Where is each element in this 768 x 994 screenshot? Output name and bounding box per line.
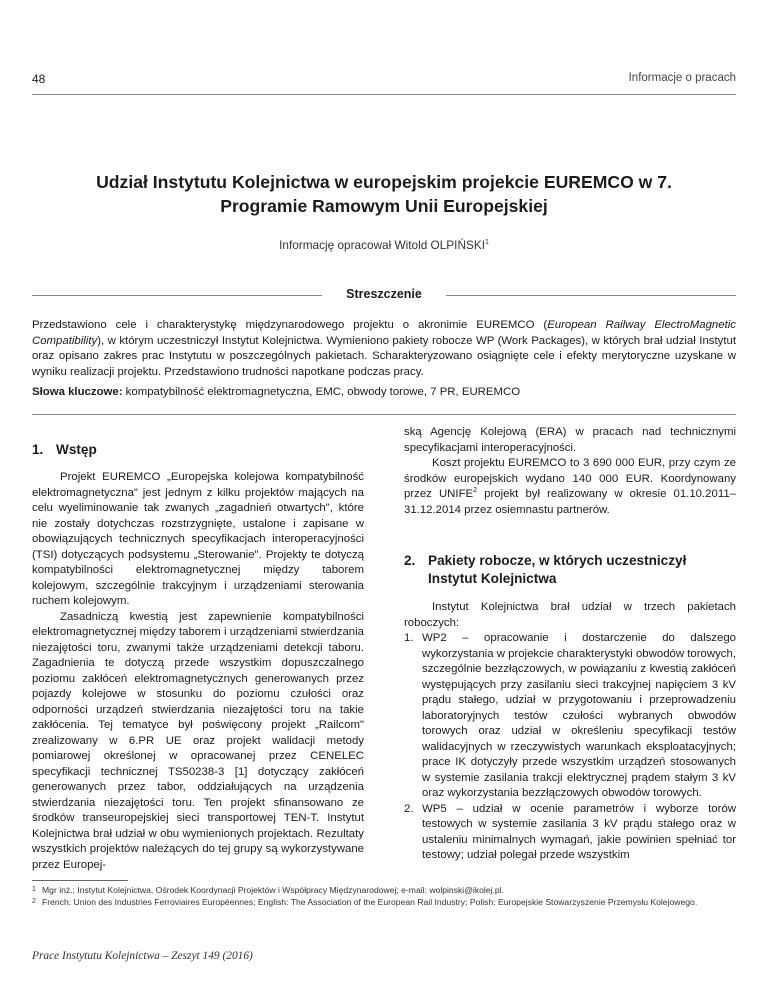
list-item-number: 2. [404,802,414,815]
section-1-paragraph-3 [404,456,736,518]
section-1-paragraph-1: Projekt EUREMCO „Europejska kolejowa kompatybilność elektromagnetyczna" jest jednym z kilku projektów mających na celu wyeliminowanie tak zwanych „zagadnień otwartych", które nie zostały dotychczas rozstrzygnięte, ustalone i zapisane w obowiązujących technicznych specyfikacjach interoperacyjności (TSI) dotyczących podsystemu „Sterowanie". Projekty te dotyczą kompatybilności elektromagnetycznej między taborem kolejowym, szczególnie trakcyjnym i urządzeniami sterowania ruchem kolejowym. [32,471,364,607]
right-column [404,425,736,864]
list-item-text: WP2 – opracowanie i dostarczenie do dalszego wykorzystania w projekcie charakterystyki obwodów torowych, szczególnie bezzłączowych, w powiązaniu z kwestią zakłóceń występujących przy zasilaniu sieci trakcyjnej napięciem 3 kV prądu stałego, udział w przygotowaniu i przeprowadzeniu laboratoryjnych testów czułości wybranych obwodów torowych oraz udział w określeniu specyfikacji testów walidacyjnych w rzeczywistych warunkach eksploatacyjnych; prace IK dotyczyły przede wszystkim urządzeń stosowanych w systemie zasilania trakcji elektrycznej prądem stałym 3 kV oraz wykorzystania bezzłączowych obwodów torowych. [422,632,736,799]
author-footnote-mark: 1 [484,239,489,247]
footnote-number: 2 [32,898,36,905]
section-2-number: 2. [404,553,416,568]
list-item-text: WP5 – udział w ocenie parametrów i wyborze torów testowych w systemie zasilania 3 kV prądu stałego oraz w ustaleniu minimalnych wymagań, jakie powinien spełniać tor testowy; udział polegał przede wszystkim [422,802,736,861]
left-column [32,425,364,873]
page-number: 48 [32,72,46,86]
list-item [404,802,736,864]
abstract-text [32,318,736,380]
footnotes [32,884,736,908]
keywords-text: kompatybilność elektromagnetyczna, EMC, obwody torowe, 7 PR, EUREMCO [122,386,521,398]
abstract-rule-right [446,295,736,296]
author-line [0,238,768,252]
footnote-rule [32,880,128,881]
footnote-text: Mgr inż.; Instytut Kolejnictwa, Ośrodek Koordynacji Projektów i Współpracy Międzynarodowej; e-mail: wolpinski@ikolej.pl. [42,885,504,895]
section-1-number: 1. [32,442,44,457]
footnote [32,896,736,908]
section-1-heading [32,441,364,459]
para3-part-a: Koszt projektu EUREMCO to 3 690 000 EUR, przy czym ze środków europejskich wydano 140 000 EUR. Koordynowany przez UNIFE [404,457,736,500]
list-item-number: 1. [404,632,414,644]
section-1-paragraph-2-continued: ską Agencję Kolejową (ERA) w pracach nad technicznymi specyfikacjami interoperacyjności. [404,426,736,454]
footnote [32,884,736,896]
section-1-title: Wstęp [56,442,97,457]
keywords-rule [32,414,736,415]
abstract-part-1: Przedstawiono cele i charakterystykę międzynarodowego projektu o akronimie EUREMCO ( [32,319,548,331]
keywords [32,385,736,400]
header-rule [32,94,736,95]
abstract-part-2: ), w którym uczestniczył Instytut Kolejnictwa. Wymieniono pakiety robocze WP (Work Packages), w których brał udział Instytut oraz opisano zakres prac Instytutu w poszczególnych pakietach. Scharakteryzowano osiągnięte cele i efekty merytoryczne uzyskane w wyniku realizacji projektu. Przedstawiono trudności napotkane podczas pracy. [32,334,736,378]
abstract-italic: European Railway ElectroMagnetic Compatibility [32,319,736,347]
running-header: Informacje o pracach [628,72,736,84]
section-2-heading [404,552,736,588]
journal-footer: Prace Instytutu Kolejnictwa – Zeszyt 149 (2016) [32,950,253,962]
para3-footnote-mark: 2 [473,487,478,495]
keywords-label: Słowa kluczowe: [32,386,123,398]
footnote-number: 1 [32,886,36,893]
list-item [404,631,736,802]
para3-part-b: projekt był realizowany w okresie 01.10.2011–31.12.2014 przez osiemnastu partnerów. [404,488,736,516]
footnote-text: French: Union des Industries Ferroviaires Européennes; English: The Association of the European Rail Industry; Polish: Europejskie Stowarzyszenie Przemysłu Kolejowego. [42,897,698,907]
section-1-paragraph-2: Zasadniczą kwestią jest zapewnienie kompatybilności elektromagnetycznej między taborem i urządzeniami stwierdzania niezajętości toru, zwanymi także urządzeniami detekcji taboru. Zagadnienia te dotyczą przede wszystkim dopuszczalnego poziomu zakłóceń elektromagnetycznych generowanych przez pojazdy kolejowe w stosunku do poziomu czułości oraz odporności urządzeń stwierdzania niezajętości toru na takie zakłócenia. Tej tematyce był poświęcony projekt „Railcom" zrealizowany w 6.PR UE oraz projekt walidacji metody pomiarowej określonej w opracowanej przez CENELEC specyfikacji technicznej TS50238-3 [1] dotyczący zakłóceń generowanych przez tabor, oddziałujących na urządzenia stwierdzania niezajętości toru. Ten projekt sfinansowano ze środków transeuropejskiej sieci transportowej TEN-T. Instytut Kolejnictwa brał udział w obu wymienionych projektach. Rezultaty wszystkich projektów należących do tej grupy są wykorzystywane przez Europej- [32,610,364,871]
abstract-heading: Streszczenie [346,287,422,301]
article-title [60,170,708,218]
title-line-1: Udział Instytutu Kolejnictwa w europejskim projekcie EUREMCO w 7. [96,172,672,192]
author-text: Informację opracował Witold OLPIŃSKI [279,238,485,252]
section-2-title: Pakiety robocze, w których uczestniczył Instytut Kolejnictwa [428,553,687,586]
title-line-2: Programie Ramowym Unii Europejskiej [220,196,548,216]
section-2-intro: Instytut Kolejnictwa brał udział w trzech pakietach roboczych: [404,601,736,629]
